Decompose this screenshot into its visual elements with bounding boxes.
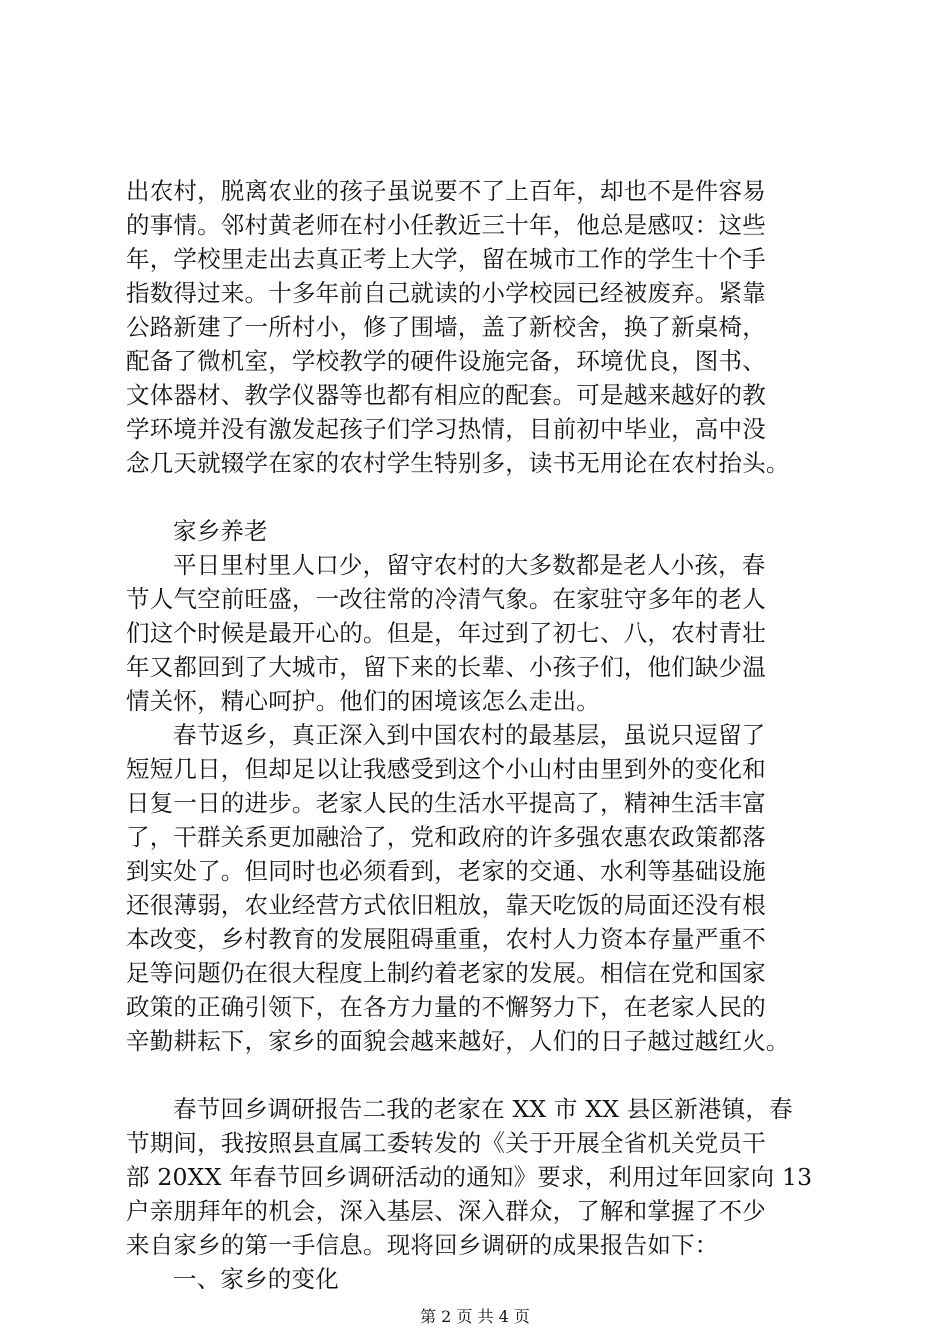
body-line: 足等问题仍在很大程度上制约着老家的发展。相信在党和国家 (126, 959, 766, 987)
body-line: 春节返乡，真正深入到中国农村的最基层，虽说只逗留了 (173, 721, 766, 749)
body-line: 出农村，脱离农业的孩子虽说要不了上百年，却也不是件容易 (126, 177, 766, 205)
body-line: 短短几日，但却足以让我感受到这个小山村由里到外的变化和 (126, 755, 766, 783)
body-line: 文体器材、教学仪器等也都有相应的配套。可是越来越好的教 (126, 381, 766, 409)
body-line: 平日里村里人口少，留守农村的大多数都是老人小孩，春 (173, 551, 766, 579)
body-line: 配备了微机室，学校教学的硬件设施完备，环境优良，图书、 (126, 347, 766, 375)
body-line: 的事情。邻村黄老师在村小任教近三十年，他总是感叹：这些 (126, 211, 766, 239)
body-line: 部 20XX 年春节回乡调研活动的通知》要求，利用过年回家向 13 (126, 1163, 813, 1191)
body-line: 节期间，我按照县直属工委转发的《关于开展全省机关党员干 (126, 1129, 766, 1157)
section-heading: 家乡养老 (173, 517, 268, 545)
body-line: 念几天就辍学在家的农村学生特别多，读书无用论在农村抬头。 (126, 449, 790, 477)
body-line: 户亲朋拜年的机会，深入基层、深入群众，了解和掌握了不少 (126, 1197, 766, 1225)
body-line: 春节回乡调研报告二我的老家在 XX 市 XX 县区新港镇，春 (173, 1095, 793, 1123)
body-line: 还很薄弱，农业经营方式依旧粗放，靠天吃饭的局面还没有根 (126, 891, 766, 919)
body-line: 了，干群关系更加融洽了，党和政府的许多强农惠农政策都落 (126, 823, 766, 851)
body-line: 情关怀，精心呵护。他们的困境该怎么走出。 (126, 687, 600, 715)
body-line: 政策的正确引领下，在各方力量的不懈努力下，在老家人民的 (126, 993, 766, 1021)
body-line: 公路新建了一所村小，修了围墙，盖了新校舍，换了新桌椅， (126, 313, 766, 341)
page-number-footer: 第 2 页 共 4 页 (420, 1307, 530, 1326)
body-line: 节人气空前旺盛，一改往常的冷清气象。在家驻守多年的老人 (126, 585, 766, 613)
body-line: 指数得过来。十多年前自己就读的小学校园已经被废弃。紧靠 (126, 279, 766, 307)
body-line: 日复一日的进步。老家人民的生活水平提高了，精神生活丰富 (126, 789, 766, 817)
body-line: 年又都回到了大城市，留下来的长辈、小孩子们，他们缺少温 (126, 653, 766, 681)
section-heading: 一、家乡的变化 (173, 1265, 339, 1293)
body-line: 学环境并没有激发起孩子们学习热情，目前初中毕业，高中没 (126, 415, 766, 443)
body-line: 们这个时候是最开心的。但是，年过到了初七、八，农村青壮 (126, 619, 766, 647)
body-line: 本改变，乡村教育的发展阻碍重重，农村人力资本存量严重不 (126, 925, 766, 953)
body-line: 来自家乡的第一手信息。现将回乡调研的成果报告如下： (126, 1231, 719, 1259)
body-line: 到实处了。但同时也必须看到，老家的交通、水利等基础设施 (126, 857, 766, 885)
body-line: 辛勤耕耘下，家乡的面貌会越来越好，人们的日子越过越红火。 (126, 1027, 790, 1055)
body-line: 年，学校里走出去真正考上大学，留在城市工作的学生十个手 (126, 245, 766, 273)
